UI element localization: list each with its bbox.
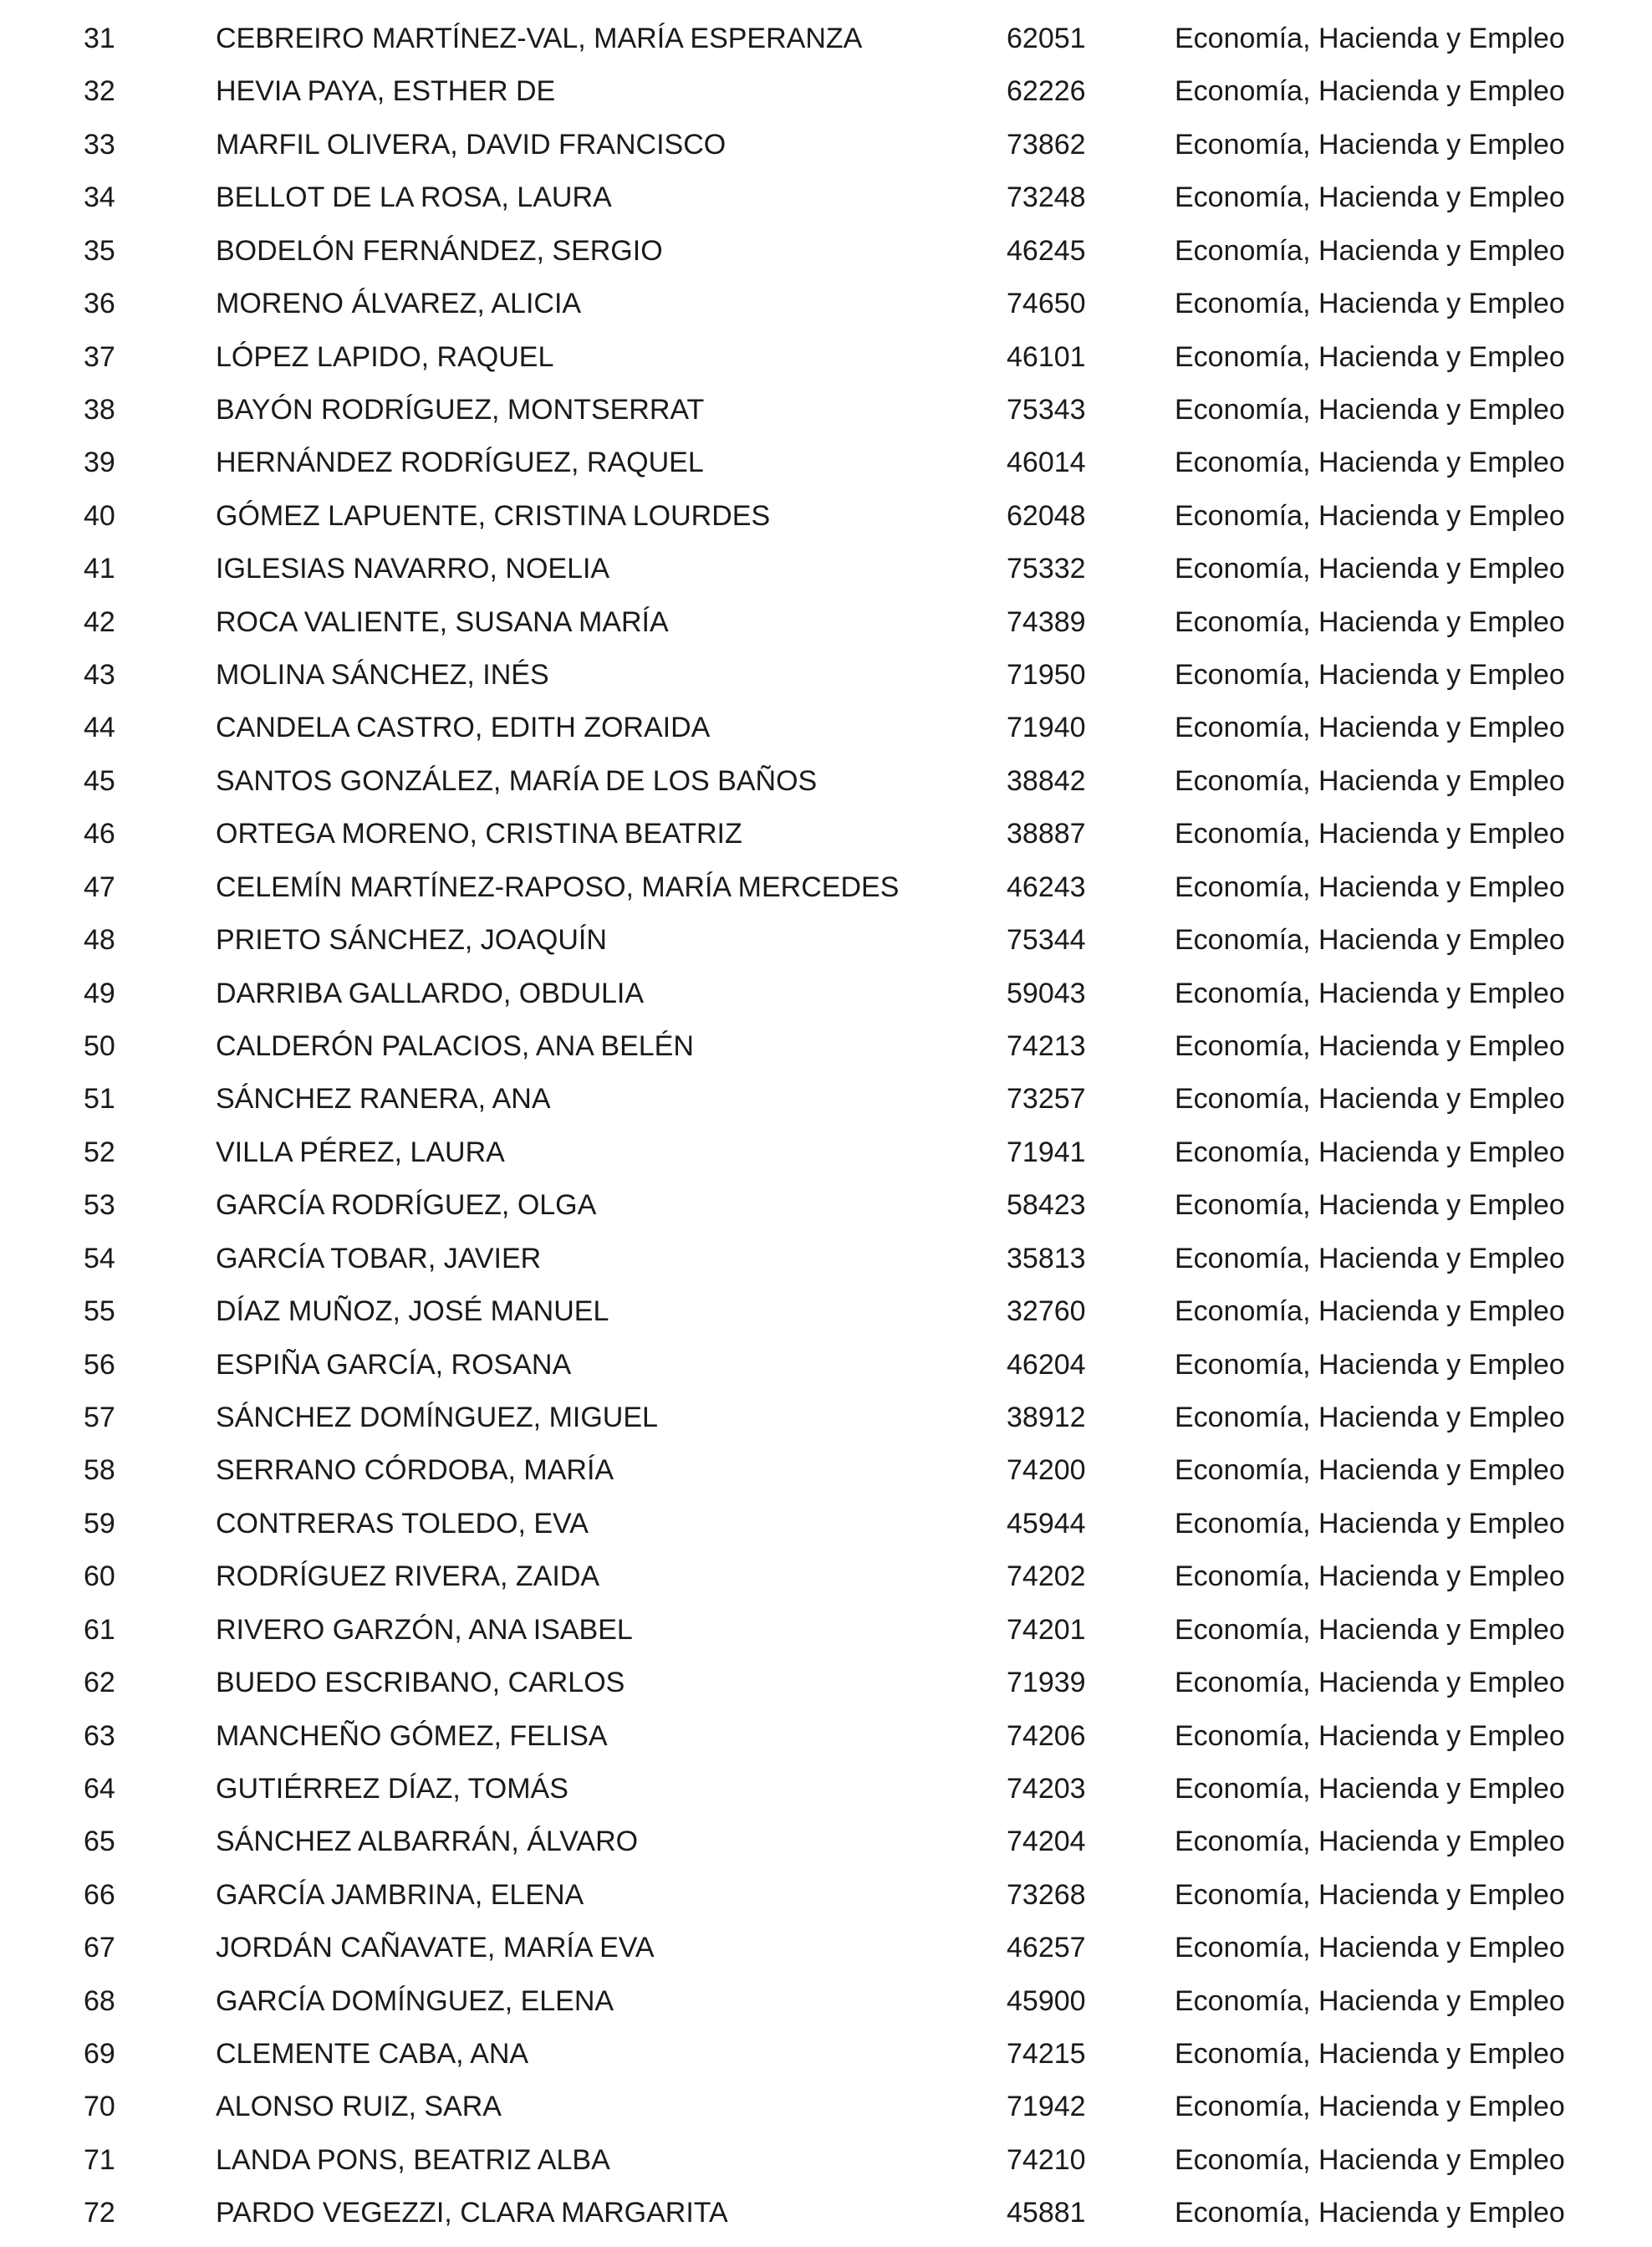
code-cell: 32760	[1007, 1295, 1086, 1328]
table-row	[0, 1186, 1652, 1238]
department-cell: Economía, Hacienda y Empleo	[1175, 712, 1565, 744]
full-name-cell: GÓMEZ LAPUENTE, CRISTINA LOURDES	[216, 499, 771, 532]
department-cell: Economía, Hacienda y Empleo	[1175, 234, 1565, 267]
row-number-cell: 66	[84, 1878, 115, 1911]
department-cell: Economía, Hacienda y Empleo	[1175, 659, 1565, 692]
code-cell: 74203	[1007, 1772, 1086, 1805]
full-name-cell: GUTIÉRREZ DÍAZ, TOMÁS	[216, 1772, 569, 1805]
code-cell: 38842	[1007, 764, 1086, 797]
department-cell: Economía, Hacienda y Empleo	[1175, 1984, 1565, 2017]
table-row	[0, 391, 1652, 443]
row-number-cell: 37	[84, 340, 115, 373]
row-number-cell: 62	[84, 1667, 115, 1699]
code-cell: 46101	[1007, 340, 1086, 373]
full-name-cell: ORTEGA MORENO, CRISTINA BEATRIZ	[216, 818, 742, 850]
table-row	[0, 2141, 1652, 2193]
full-name-cell: BUEDO ESCRIBANO, CARLOS	[216, 1667, 625, 1699]
code-cell: 75343	[1007, 393, 1086, 426]
table-row	[0, 1080, 1652, 1132]
table-row	[0, 1663, 1652, 1716]
row-number-cell: 48	[84, 924, 115, 957]
department-cell: Economía, Hacienda y Empleo	[1175, 2038, 1565, 2071]
code-cell: 62048	[1007, 499, 1086, 532]
row-number-cell: 61	[84, 1613, 115, 1646]
row-number-cell: 38	[84, 393, 115, 426]
row-number-cell: 31	[84, 23, 115, 54]
full-name-cell: GARCÍA DOMÍNGUEZ, ELENA	[216, 1984, 614, 2017]
table-row	[0, 762, 1652, 815]
table-row	[0, 72, 1652, 125]
table-row	[0, 1928, 1652, 1981]
department-cell: Economía, Hacienda y Empleo	[1175, 1826, 1565, 1858]
row-number-cell: 44	[84, 712, 115, 744]
personnel-list	[0, 19, 1652, 2247]
full-name-cell: SÁNCHEZ ALBARRÁN, ÁLVARO	[216, 1826, 639, 1858]
department-cell: Economía, Hacienda y Empleo	[1175, 871, 1565, 903]
department-cell: Economía, Hacienda y Empleo	[1175, 1613, 1565, 1646]
table-row	[0, 1027, 1652, 1080]
row-number-cell: 36	[84, 288, 115, 320]
row-number-cell: 45	[84, 764, 115, 797]
row-number-cell: 68	[84, 1984, 115, 2017]
department-cell: Economía, Hacienda y Empleo	[1175, 23, 1565, 54]
full-name-cell: PARDO VEGEZZI, CLARA MARGARITA	[216, 2197, 728, 2229]
table-row	[0, 443, 1652, 496]
row-number-cell: 33	[84, 128, 115, 161]
department-cell: Economía, Hacienda y Empleo	[1175, 764, 1565, 797]
department-cell: Economía, Hacienda y Empleo	[1175, 340, 1565, 373]
full-name-cell: MARFIL OLIVERA, DAVID FRANCISCO	[216, 128, 727, 161]
row-number-cell: 51	[84, 1083, 115, 1116]
row-number-cell: 69	[84, 2038, 115, 2071]
row-number-cell: 65	[84, 1826, 115, 1858]
department-cell: Economía, Hacienda y Empleo	[1175, 75, 1565, 108]
row-number-cell: 32	[84, 75, 115, 108]
code-cell: 59043	[1007, 977, 1086, 1009]
code-cell: 75344	[1007, 924, 1086, 957]
table-row	[0, 815, 1652, 867]
full-name-cell: DÍAZ MUÑOZ, JOSÉ MANUEL	[216, 1295, 609, 1328]
code-cell: 58423	[1007, 1189, 1086, 1222]
full-name-cell: BAYÓN RODRÍGUEZ, MONTSERRAT	[216, 393, 705, 426]
row-number-cell: 60	[84, 1560, 115, 1593]
table-row	[0, 19, 1652, 72]
code-cell: 74204	[1007, 1826, 1086, 1858]
full-name-cell: SÁNCHEZ DOMÍNGUEZ, MIGUEL	[216, 1401, 658, 1433]
table-row	[0, 2087, 1652, 2140]
department-cell: Economía, Hacienda y Empleo	[1175, 1878, 1565, 1911]
full-name-cell: LÓPEZ LAPIDO, RAQUEL	[216, 340, 554, 373]
full-name-cell: BODELÓN FERNÁNDEZ, SERGIO	[216, 234, 663, 267]
row-number-cell: 58	[84, 1454, 115, 1487]
code-cell: 74389	[1007, 605, 1086, 638]
row-number-cell: 72	[84, 2197, 115, 2229]
full-name-cell: RIVERO GARZÓN, ANA ISABEL	[216, 1613, 633, 1646]
row-number-cell: 50	[84, 1030, 115, 1063]
table-row	[0, 2035, 1652, 2087]
department-cell: Economía, Hacienda y Empleo	[1175, 2091, 1565, 2123]
department-cell: Economía, Hacienda y Empleo	[1175, 1189, 1565, 1222]
full-name-cell: HEVIA PAYA, ESTHER DE	[216, 75, 556, 108]
row-number-cell: 55	[84, 1295, 115, 1328]
table-row	[0, 1504, 1652, 1557]
code-cell: 71941	[1007, 1136, 1086, 1168]
full-name-cell: ROCA VALIENTE, SUSANA MARÍA	[216, 605, 669, 638]
department-cell: Economía, Hacienda y Empleo	[1175, 499, 1565, 532]
department-cell: Economía, Hacienda y Empleo	[1175, 1348, 1565, 1381]
row-number-cell: 46	[84, 818, 115, 850]
code-cell: 46245	[1007, 234, 1086, 267]
department-cell: Economía, Hacienda y Empleo	[1175, 1667, 1565, 1699]
department-cell: Economía, Hacienda y Empleo	[1175, 818, 1565, 850]
full-name-cell: MANCHEÑO GÓMEZ, FELISA	[216, 1719, 608, 1752]
department-cell: Economía, Hacienda y Empleo	[1175, 1136, 1565, 1168]
full-name-cell: CONTRERAS TOLEDO, EVA	[216, 1507, 589, 1540]
code-cell: 75332	[1007, 553, 1086, 585]
row-number-cell: 59	[84, 1507, 115, 1540]
department-cell: Economía, Hacienda y Empleo	[1175, 1454, 1565, 1487]
table-row	[0, 1557, 1652, 1610]
full-name-cell: IGLESIAS NAVARRO, NOELIA	[216, 553, 610, 585]
row-number-cell: 67	[84, 1932, 115, 1964]
full-name-cell: SANTOS GONZÁLEZ, MARÍA DE LOS BAÑOS	[216, 764, 818, 797]
full-name-cell: JORDÁN CAÑAVATE, MARÍA EVA	[216, 1932, 655, 1964]
department-cell: Economía, Hacienda y Empleo	[1175, 393, 1565, 426]
code-cell: 74213	[1007, 1030, 1086, 1063]
department-cell: Economía, Hacienda y Empleo	[1175, 1719, 1565, 1752]
table-row	[0, 974, 1652, 1027]
table-row	[0, 2193, 1652, 2246]
code-cell: 62226	[1007, 75, 1086, 108]
code-cell: 74210	[1007, 2143, 1086, 2176]
code-cell: 62051	[1007, 23, 1086, 54]
row-number-cell: 49	[84, 977, 115, 1009]
table-row	[0, 1133, 1652, 1186]
full-name-cell: ALONSO RUIZ, SARA	[216, 2091, 502, 2123]
full-name-cell: GARCÍA TOBAR, JAVIER	[216, 1242, 542, 1274]
department-cell: Economía, Hacienda y Empleo	[1175, 1030, 1565, 1063]
table-row	[0, 1611, 1652, 1663]
row-number-cell: 41	[84, 553, 115, 585]
table-row	[0, 1451, 1652, 1504]
row-number-cell: 63	[84, 1719, 115, 1752]
code-cell: 71939	[1007, 1667, 1086, 1699]
department-cell: Economía, Hacienda y Empleo	[1175, 924, 1565, 957]
table-row	[0, 125, 1652, 178]
table-row	[0, 603, 1652, 656]
table-row	[0, 497, 1652, 549]
row-number-cell: 52	[84, 1136, 115, 1168]
full-name-cell: SÁNCHEZ RANERA, ANA	[216, 1083, 551, 1116]
full-name-cell: CALDERÓN PALACIOS, ANA BELÉN	[216, 1030, 694, 1063]
table-row	[0, 1876, 1652, 1928]
row-number-cell: 71	[84, 2143, 115, 2176]
code-cell: 71942	[1007, 2091, 1086, 2123]
code-cell: 45944	[1007, 1507, 1086, 1540]
code-cell: 74215	[1007, 2038, 1086, 2071]
code-cell: 74200	[1007, 1454, 1086, 1487]
code-cell: 46204	[1007, 1348, 1086, 1381]
row-number-cell: 53	[84, 1189, 115, 1222]
table-row	[0, 868, 1652, 921]
code-cell: 74650	[1007, 288, 1086, 320]
row-number-cell: 70	[84, 2091, 115, 2123]
full-name-cell: MORENO ÁLVAREZ, ALICIA	[216, 288, 582, 320]
full-name-cell: CEBREIRO MARTÍNEZ-VAL, MARÍA ESPERANZA	[216, 23, 863, 54]
code-cell: 71940	[1007, 712, 1086, 744]
row-number-cell: 42	[84, 605, 115, 638]
code-cell: 73248	[1007, 181, 1086, 214]
code-cell: 74201	[1007, 1613, 1086, 1646]
full-name-cell: MOLINA SÁNCHEZ, INÉS	[216, 659, 549, 692]
table-row	[0, 1346, 1652, 1398]
full-name-cell: CELEMÍN MARTÍNEZ-RAPOSO, MARÍA MERCEDES	[216, 871, 900, 903]
department-cell: Economía, Hacienda y Empleo	[1175, 1507, 1565, 1540]
code-cell: 73268	[1007, 1878, 1086, 1911]
table-row	[0, 549, 1652, 602]
row-number-cell: 47	[84, 871, 115, 903]
code-cell: 46014	[1007, 447, 1086, 479]
table-row	[0, 656, 1652, 708]
full-name-cell: RODRÍGUEZ RIVERA, ZAIDA	[216, 1560, 600, 1593]
department-cell: Economía, Hacienda y Empleo	[1175, 553, 1565, 585]
full-name-cell: LANDA PONS, BEATRIZ ALBA	[216, 2143, 610, 2176]
department-cell: Economía, Hacienda y Empleo	[1175, 128, 1565, 161]
full-name-cell: CANDELA CASTRO, EDITH ZORAIDA	[216, 712, 711, 744]
table-row	[0, 1770, 1652, 1822]
code-cell: 73257	[1007, 1083, 1086, 1116]
full-name-cell: ESPIÑA GARCÍA, ROSANA	[216, 1348, 572, 1381]
department-cell: Economía, Hacienda y Empleo	[1175, 181, 1565, 214]
department-cell: Economía, Hacienda y Empleo	[1175, 1560, 1565, 1593]
full-name-cell: VILLA PÉREZ, LAURA	[216, 1136, 505, 1168]
full-name-cell: GARCÍA RODRÍGUEZ, OLGA	[216, 1189, 597, 1222]
row-number-cell: 54	[84, 1242, 115, 1274]
department-cell: Economía, Hacienda y Empleo	[1175, 2143, 1565, 2176]
department-cell: Economía, Hacienda y Empleo	[1175, 977, 1565, 1009]
table-row	[0, 921, 1652, 973]
row-number-cell: 64	[84, 1772, 115, 1805]
full-name-cell: PRIETO SÁNCHEZ, JOAQUÍN	[216, 924, 607, 957]
code-cell: 71950	[1007, 659, 1086, 692]
department-cell: Economía, Hacienda y Empleo	[1175, 1083, 1565, 1116]
department-cell: Economía, Hacienda y Empleo	[1175, 1242, 1565, 1274]
row-number-cell: 39	[84, 447, 115, 479]
table-row	[0, 232, 1652, 284]
department-cell: Economía, Hacienda y Empleo	[1175, 1401, 1565, 1433]
code-cell: 45881	[1007, 2197, 1086, 2229]
department-cell: Economía, Hacienda y Empleo	[1175, 447, 1565, 479]
table-row	[0, 708, 1652, 761]
full-name-cell: SERRANO CÓRDOBA, MARÍA	[216, 1454, 614, 1487]
row-number-cell: 40	[84, 499, 115, 532]
table-row	[0, 284, 1652, 337]
full-name-cell: GARCÍA JAMBRINA, ELENA	[216, 1878, 584, 1911]
row-number-cell: 35	[84, 234, 115, 267]
full-name-cell: HERNÁNDEZ RODRÍGUEZ, RAQUEL	[216, 447, 704, 479]
code-cell: 74206	[1007, 1719, 1086, 1752]
department-cell: Economía, Hacienda y Empleo	[1175, 1932, 1565, 1964]
department-cell: Economía, Hacienda y Empleo	[1175, 2197, 1565, 2229]
table-row	[0, 1398, 1652, 1451]
department-cell: Economía, Hacienda y Empleo	[1175, 1772, 1565, 1805]
code-cell: 74202	[1007, 1560, 1086, 1593]
department-cell: Economía, Hacienda y Empleo	[1175, 605, 1565, 638]
row-number-cell: 57	[84, 1401, 115, 1433]
code-cell: 38887	[1007, 818, 1086, 850]
table-row	[0, 338, 1652, 391]
table-row	[0, 1822, 1652, 1875]
full-name-cell: BELLOT DE LA ROSA, LAURA	[216, 181, 612, 214]
code-cell: 45900	[1007, 1984, 1086, 2017]
row-number-cell: 34	[84, 181, 115, 214]
code-cell: 46243	[1007, 871, 1086, 903]
code-cell: 73862	[1007, 128, 1086, 161]
code-cell: 38912	[1007, 1401, 1086, 1433]
full-name-cell: CLEMENTE CABA, ANA	[216, 2038, 529, 2071]
department-cell: Economía, Hacienda y Empleo	[1175, 1295, 1565, 1328]
row-number-cell: 43	[84, 659, 115, 692]
table-row	[0, 178, 1652, 231]
code-cell: 46257	[1007, 1932, 1086, 1964]
table-row	[0, 1982, 1652, 2035]
table-row	[0, 1292, 1652, 1345]
department-cell: Economía, Hacienda y Empleo	[1175, 288, 1565, 320]
table-row	[0, 1239, 1652, 1292]
full-name-cell: DARRIBA GALLARDO, OBDULIA	[216, 977, 645, 1009]
table-row	[0, 1717, 1652, 1770]
code-cell: 35813	[1007, 1242, 1086, 1274]
row-number-cell: 56	[84, 1348, 115, 1381]
